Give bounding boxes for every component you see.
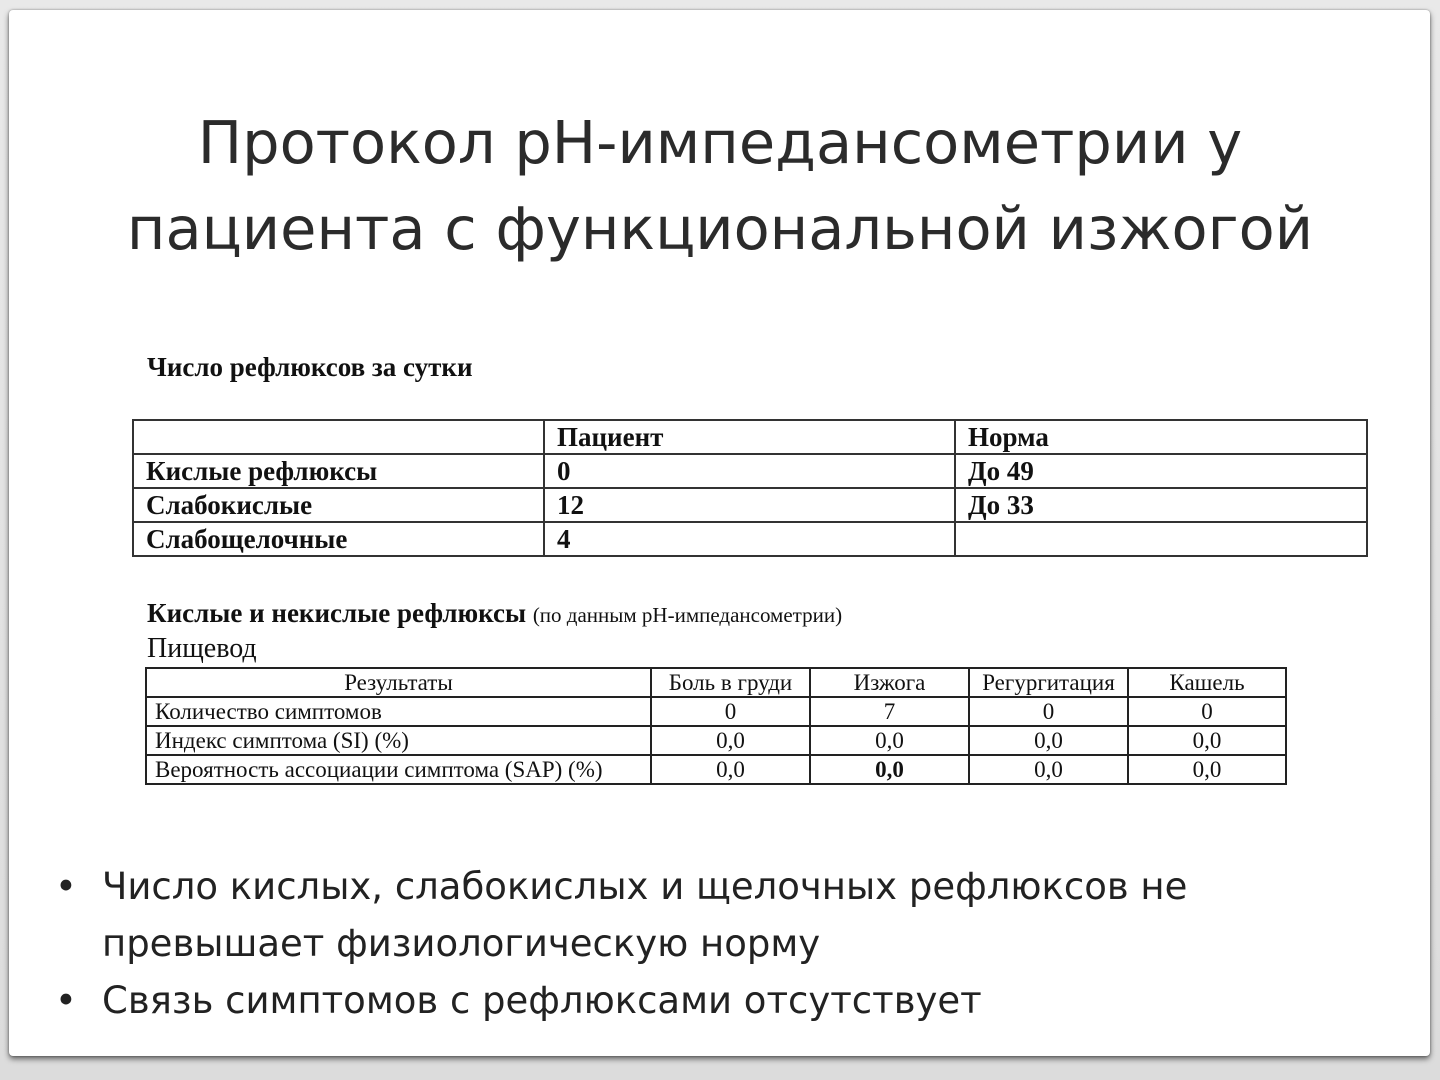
- bullet-icon: •: [55, 865, 77, 908]
- section2-heading-text: Кислые и некислые рефлюксы: [147, 598, 527, 628]
- header-cell: Норма: [955, 420, 1367, 454]
- table-cell: Слабокислые: [133, 488, 544, 522]
- table-header-row: [146, 668, 1286, 697]
- header-cell: Результаты: [146, 668, 651, 697]
- bullet-item: [55, 858, 1355, 972]
- table-cell: 7: [810, 697, 969, 726]
- table-cell: 0,0: [810, 755, 969, 784]
- table-cell: 0,0: [1128, 755, 1286, 784]
- table-cell: 0,0: [969, 755, 1128, 784]
- bullet-icon: •: [55, 979, 77, 1022]
- table-cell: 0,0: [651, 755, 810, 784]
- table-cell: 0,0: [1128, 726, 1286, 755]
- table-row: [146, 697, 1286, 726]
- table-cell: 0: [651, 697, 810, 726]
- table-cell: 0,0: [810, 726, 969, 755]
- table-cell: [955, 522, 1367, 556]
- table-cell: 4: [544, 522, 955, 556]
- header-cell: Изжога: [810, 668, 969, 697]
- table-row: [146, 755, 1286, 784]
- table-cell: До 33: [955, 488, 1367, 522]
- section2-subheading: Пищевод: [147, 633, 257, 664]
- header-cell: Регургитация: [969, 668, 1128, 697]
- table-cell: До 49: [955, 454, 1367, 488]
- section2-heading-note: (по данным pH-импедансометрии): [532, 603, 843, 627]
- bullet-item: [55, 972, 1355, 1029]
- section2-heading: [147, 598, 842, 629]
- title-line-2: пациента с функциональной изжогой: [126, 194, 1314, 263]
- slide-title: [0, 100, 1440, 272]
- header-cell: Кашель: [1128, 668, 1286, 697]
- table-cell: Индекс симптома (SI) (%): [146, 726, 651, 755]
- table-cell: Слабощелочные: [133, 522, 544, 556]
- bullet-list: [55, 858, 1355, 1029]
- table-cell: 12: [544, 488, 955, 522]
- header-cell: Пациент: [544, 420, 955, 454]
- table-cell: 0: [544, 454, 955, 488]
- bullet-line: превышает физиологическую норму: [102, 922, 821, 965]
- table-row: [133, 522, 1367, 556]
- table-row: [133, 488, 1367, 522]
- header-cell: Боль в груди: [651, 668, 810, 697]
- table-cell: Кислые рефлюксы: [133, 454, 544, 488]
- reflux-count-table: [132, 419, 1368, 557]
- table-cell: 0,0: [969, 726, 1128, 755]
- section1-heading: Число рефлюксов за сутки: [147, 352, 473, 382]
- bullet-line: Число кислых, слабокислых и щелочных рефлюксов не: [102, 865, 1188, 908]
- table-cell: Количество симптомов: [146, 697, 651, 726]
- table-row: [133, 454, 1367, 488]
- table-header-row: [133, 420, 1367, 454]
- table-cell: Вероятность ассоциации симптома (SAP) (%): [146, 755, 651, 784]
- table-row: [146, 726, 1286, 755]
- table-cell: 0,0: [651, 726, 810, 755]
- title-line-1: Протокол pH-импедансометрии у: [197, 108, 1243, 177]
- table-cell: 0: [1128, 697, 1286, 726]
- symptom-association-table: [145, 667, 1287, 785]
- table-cell: 0: [969, 697, 1128, 726]
- header-cell: [133, 420, 544, 454]
- bullet-line: Связь симптомов с рефлюксами отсутствует: [102, 979, 982, 1022]
